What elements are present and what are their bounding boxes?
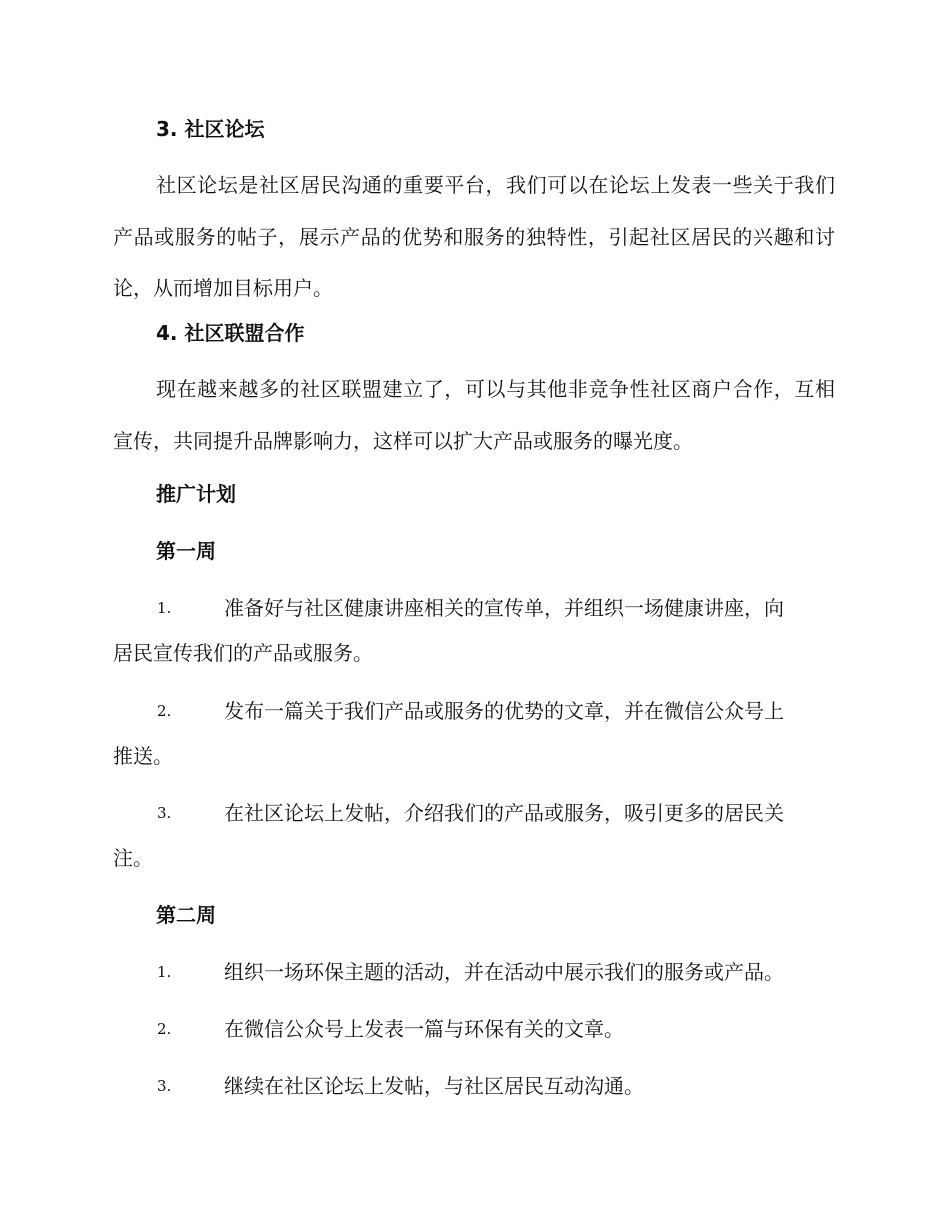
list-item-text: 在社区论坛上发帖，介绍我们的产品或服务，吸引更多的居民关 [224,801,784,825]
list-item-number: 1. [157,599,172,617]
paragraph-forum: 社区论坛是社区居民沟通的重要平台，我们可以在论坛上发表一些关于我们产品或服务的帖子，展示产品的优势和服务的独特性，引起社区居民的兴趣和讨论，从而增加目标用户。 [113,173,835,300]
list-item-number: 3. [157,1077,172,1095]
list-item-text: 发布一篇关于我们产品或服务的优势的文章，并在微信公众号上 [224,699,784,723]
list-item-text: 准备好与社区健康讲座相关的宣传单，并组织一场健康讲座，向 [224,596,784,620]
week2-heading: 第二周 [156,903,216,927]
paragraph-alliance: 现在越来越多的社区联盟建立了，可以与其他非竞争性社区商户合作，互相宣传，共同提升品牌影响力，这样可以扩大产品或服务的曝光度。 [113,377,835,453]
plan-heading: 推广计划 [156,482,236,506]
list-item-text-continued: 注。 [113,846,153,870]
list-item-number: 1. [157,963,172,981]
list-item-text: 组织一场环保主题的活动，并在活动中展示我们的服务或产品。 [224,960,784,984]
week1-heading: 第一周 [156,539,216,563]
list-item-text-continued: 推送。 [113,744,173,768]
list-item-number: 3. [157,804,172,822]
list-item-text: 在微信公众号上发表一篇与环保有关的文章。 [224,1017,624,1041]
list-item-text-continued: 居民宣传我们的产品或服务。 [113,641,373,665]
section-heading-forum: 3. 社区论坛 [156,117,265,141]
list-item-number: 2. [157,702,172,720]
list-item-text: 继续在社区论坛上发帖，与社区居民互动沟通。 [224,1074,644,1098]
section-heading-alliance: 4. 社区联盟合作 [156,321,305,345]
list-item-number: 2. [157,1020,172,1038]
